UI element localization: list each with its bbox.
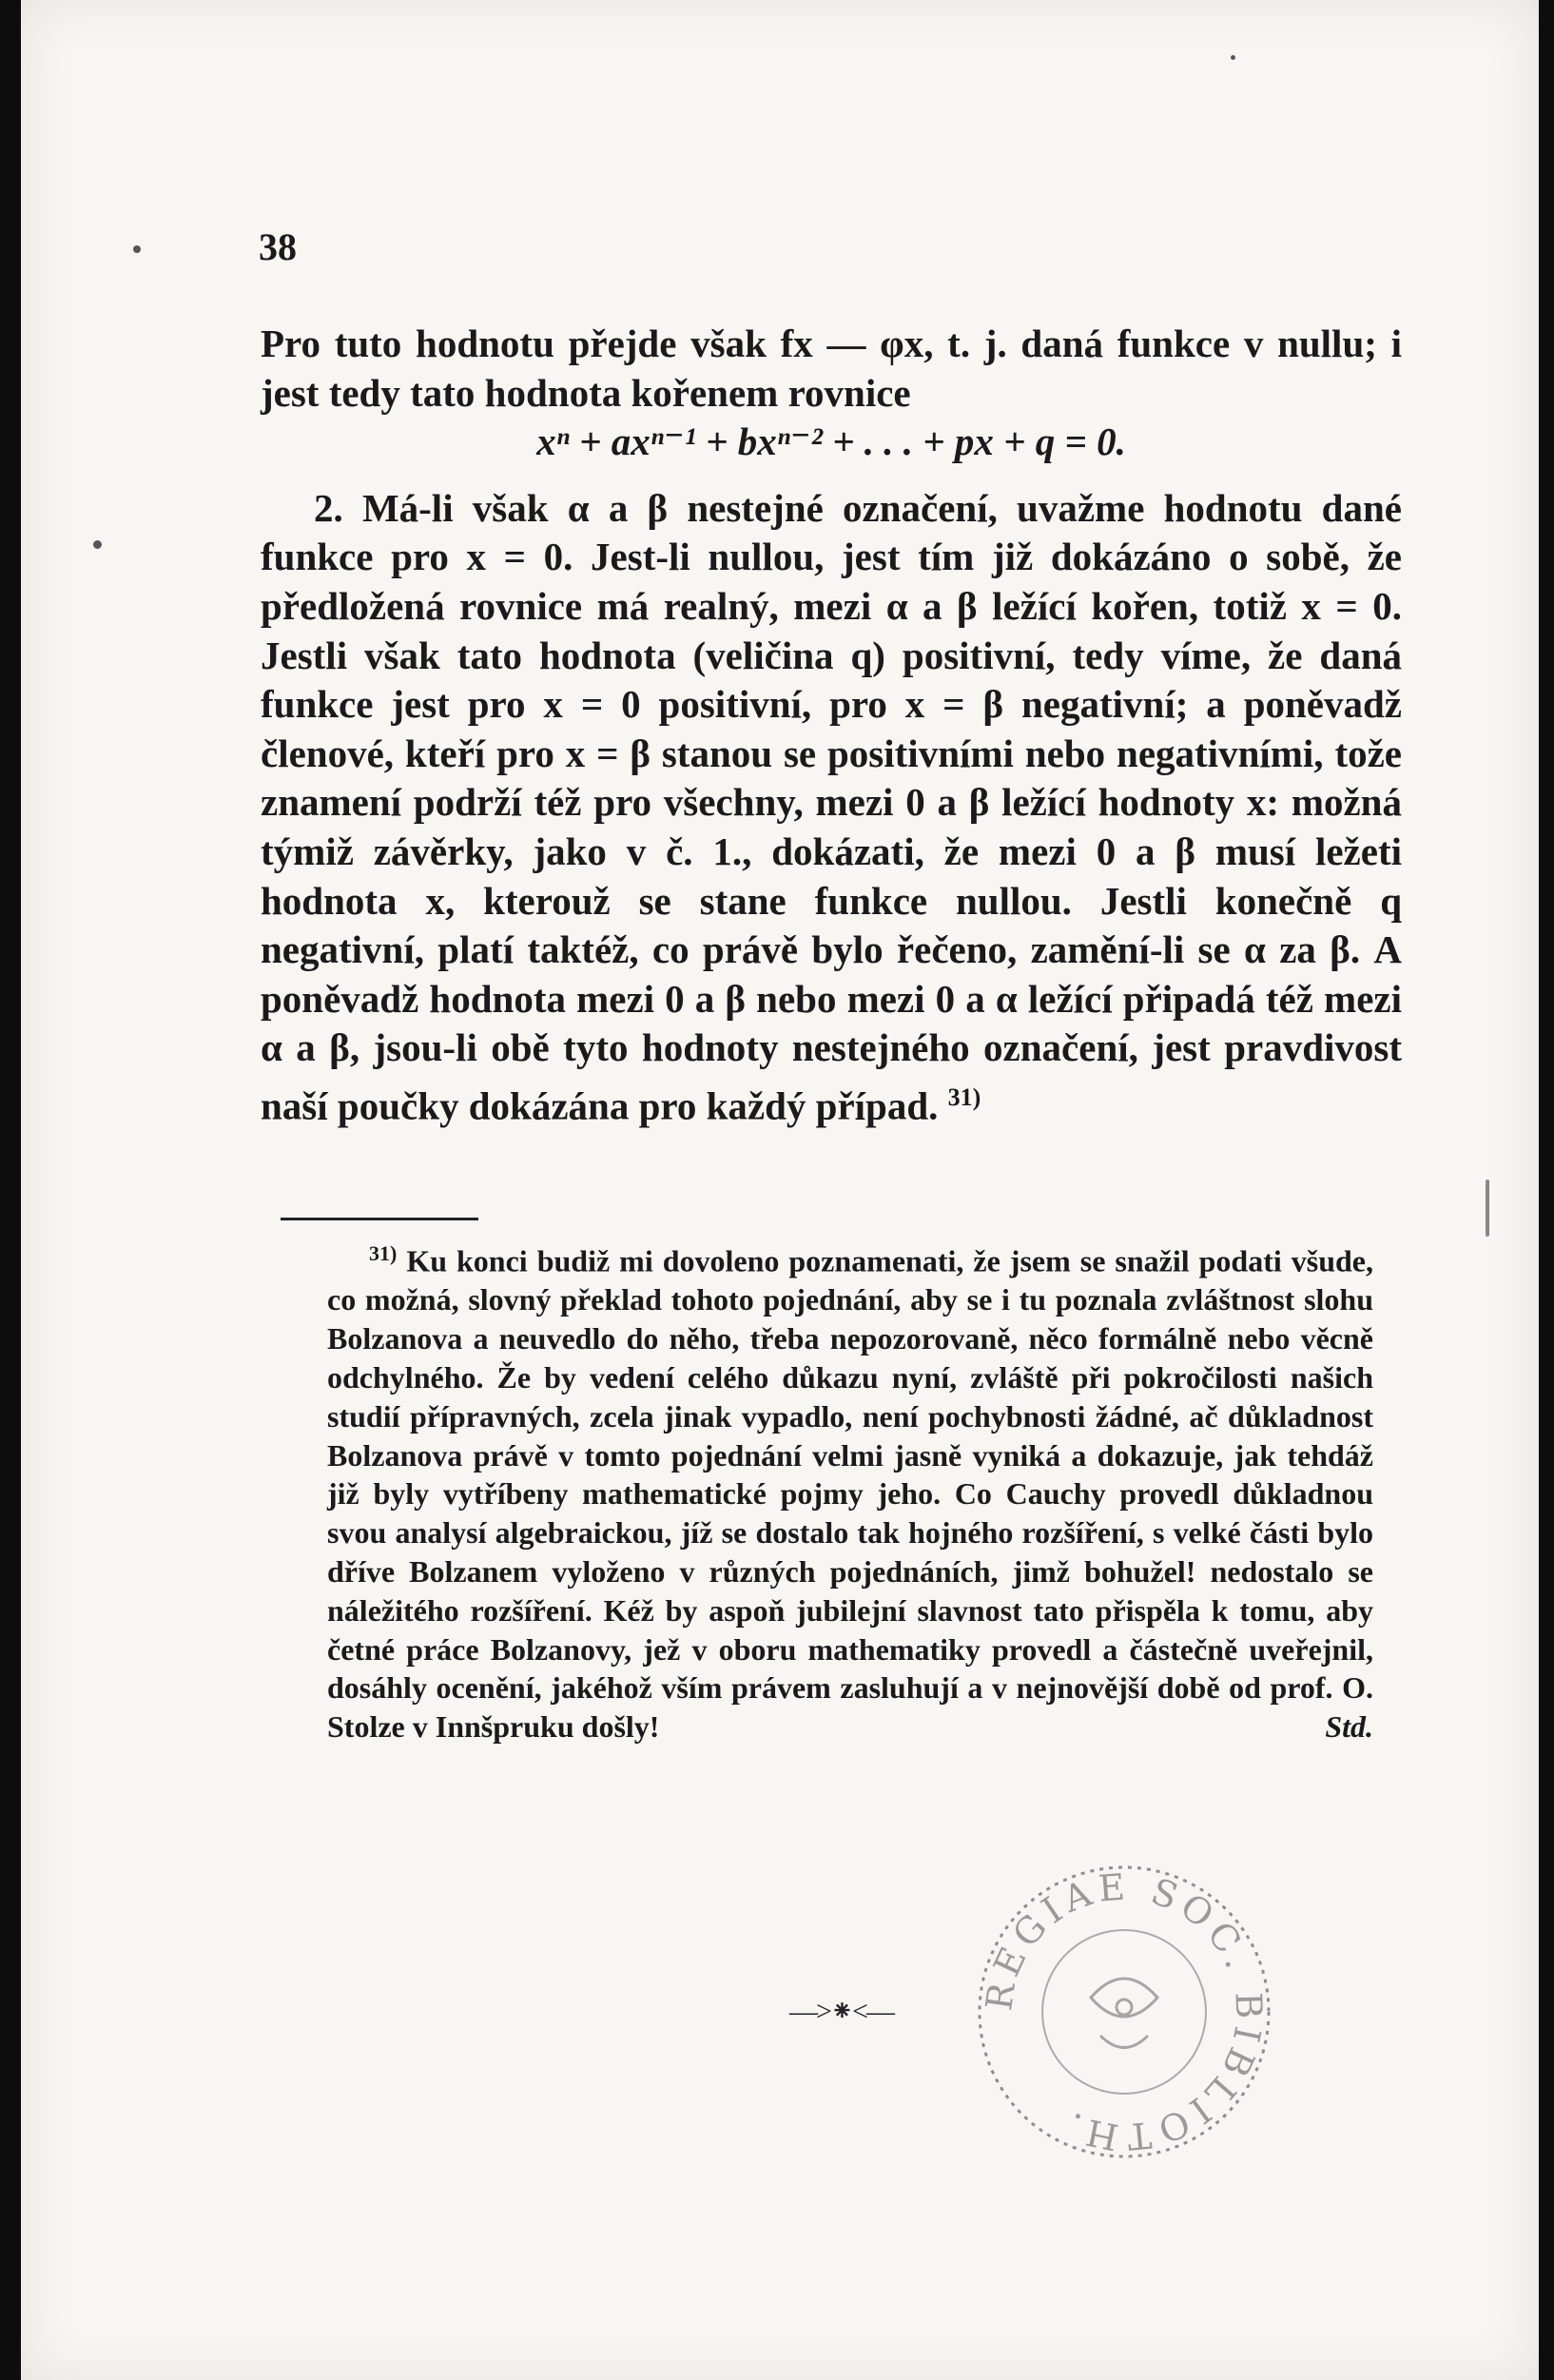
paragraph-1: Pro tuto hodnotu přejde však fx — φx, t. j. daná funkce v nullu; i jest tedy tato hodnota kořenem rovnice	[261, 322, 1402, 415]
footnote-text: Ku konci budiž mi dovoleno poznamenati, že jsem se snažil podati všude, co možná, slovný překlad tohoto pojednání, aby se i tu poznala zvláštnost slohu Bolzanova a neuvedlo do něho, třeba nepozorovaně, něco formálně nebo věcně odchylného. Že by vedení celého důkazu nyní, zvláště při pokročilosti našich studií přípravných, zcela jinak vypadlo, není pochybnosti žádné, ač důkladnost Bolzanova právě v tomto pojednání velmi jasně vyniká a dokazuje, jak tehdáž již byly vytříbeny mathematické pojmy jeho. Co Cauchy provedl důkladnou svou analysí algebraickou, jíž se dostalo tak hojného rozšíření, s velké části bylo dříve Bolzanem vyloženo v různých pojednáních, jimž bohužel! nedostalo se náležitého rozšíření. Kéž by aspoň jubilejní slavnost tato přispěla k tomu, aby četné práce Bolzanovy, jež v oboru mathematiky provedl a částečně uveřejnil, dosáhly ocenění, jakéhož vším právem zasluhují a v nejnovější době od prof. O. Stolze v Innšpruku došly!	[327, 1243, 1374, 1745]
speck	[93, 540, 102, 549]
paragraph-2	[261, 484, 1402, 1131]
main-text	[261, 320, 1402, 1131]
stamp-text: REGIAE SOC. BIBLIOTH.	[978, 1865, 1271, 2158]
footnote	[327, 1235, 1373, 1746]
equation: xⁿ + axⁿ⁻¹ + bxⁿ⁻² + . . . + px + q = 0.	[536, 419, 1126, 464]
svg-text:REGIAE SOC. BIBLIOTH.	[978, 1865, 1270, 2158]
footnote-signature: Std.	[1325, 1709, 1373, 1745]
library-stamp	[967, 1855, 1281, 2169]
speck	[133, 245, 141, 253]
footnote-reference[interactable]: 31)	[947, 1083, 981, 1111]
page-sheet	[21, 0, 1539, 2380]
paragraph-2-text: 2. Má-li však α a β nestejné označení, uvažme hodnotu dané funkce pro x = 0. Jest-li nullou, jest tím již dokázáno o sobě, že předložená rovnice má realný, mezi α a β ležící kořen, totiž x = 0. Jestli však tato hodnota (veličina q) positivní, tedy víme, že daná funkce jest pro x = 0 positivní, pro x = β negativní; a poněvadž členové, kteří pro x = β stanou se positivními nebo negativními, tože znamení podrží též pro všechny, mezi 0 a β ležící hodnoty x: možná týmiž závěrky, jako v č. 1., dokázati, že mezi 0 a β musí ležeti hodnota x, kterouž se stane funkce nullou. Jestli konečně q negativní, platí taktéž, co právě bylo řečeno, zamění-li se α za β. A poněvadž hodnota mezi 0 a β nebo mezi 0 a α ležící připadá též mezi α a β, jsou-li obě tyto hodnoty nestejného označení, jest pravdivost naší poučky dokázána pro každý případ.	[261, 485, 1402, 1128]
end-ornament: —>⁕<—	[789, 1996, 893, 2027]
footnote-mark: 31)	[369, 1241, 398, 1265]
speck	[1231, 55, 1235, 60]
edge-mark	[1486, 1180, 1489, 1237]
page-number: 38	[259, 225, 297, 268]
footnote-divider	[281, 1218, 478, 1220]
